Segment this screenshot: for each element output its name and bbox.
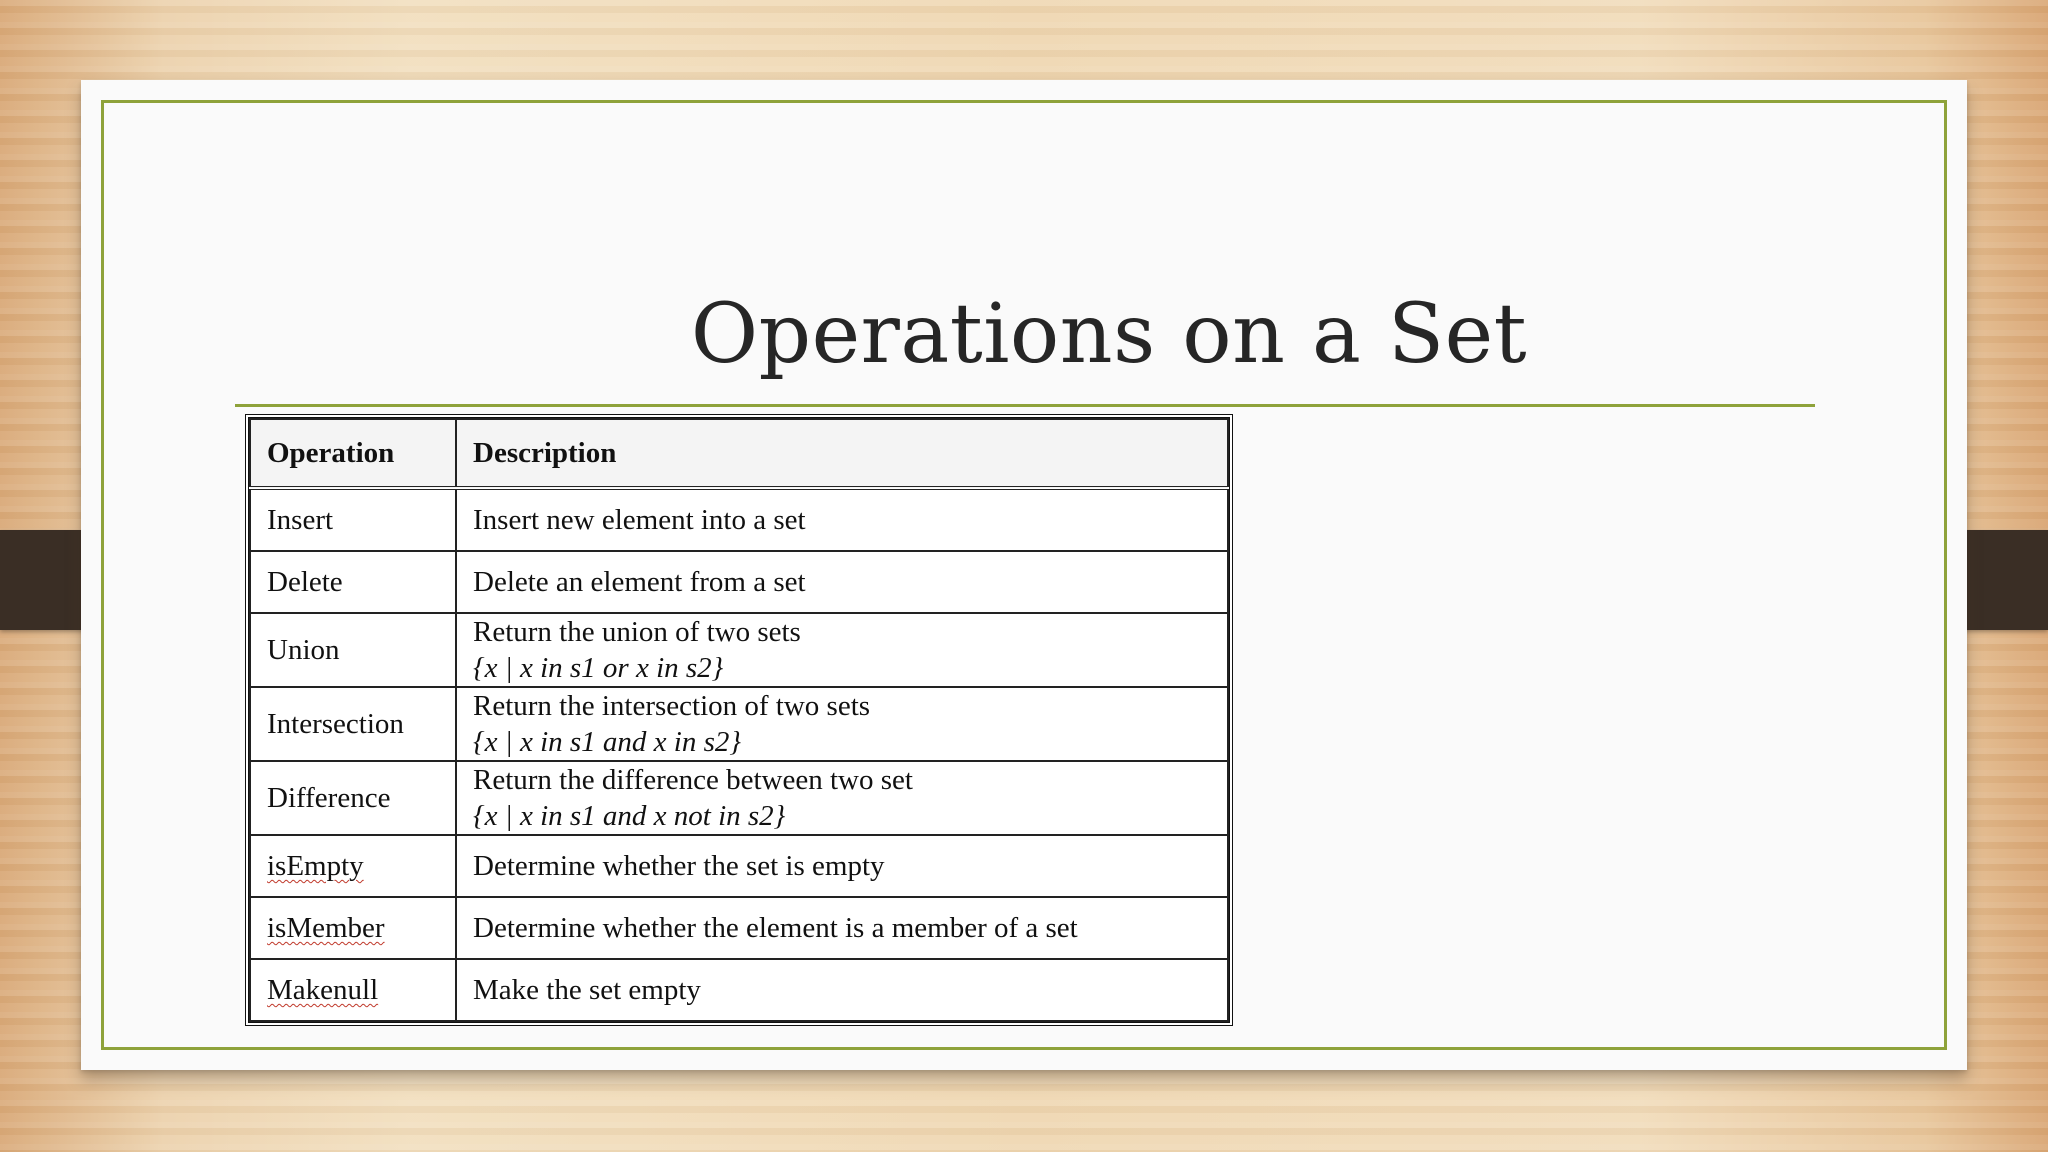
- description-cell: Determine whether the set is empty: [456, 835, 1228, 897]
- table-row: [250, 551, 1228, 613]
- description-cell: [456, 687, 1228, 761]
- table-row: [250, 761, 1228, 835]
- table-row: [250, 897, 1228, 959]
- operation-cell: Insert: [250, 488, 456, 551]
- description-cell: Make the set empty: [456, 959, 1228, 1021]
- header-operation: Operation: [250, 419, 456, 488]
- table-row: [250, 835, 1228, 897]
- set-formula: {x | x in s1 or x in s2}: [473, 652, 724, 684]
- table-row: [250, 613, 1228, 687]
- table-header-row: [250, 419, 1228, 488]
- table-row: [250, 488, 1228, 551]
- operation-cell: Intersection: [250, 687, 456, 761]
- operations-table: [245, 414, 1233, 1026]
- description-cell: [456, 761, 1228, 835]
- description-cell: Determine whether the element is a member of a set: [456, 897, 1228, 959]
- operation-cell: isEmpty: [267, 850, 364, 882]
- set-formula: {x | x in s1 and x not in s2}: [473, 800, 786, 832]
- header-description: Description: [456, 419, 1228, 488]
- description-cell: Delete an element from a set: [456, 551, 1228, 613]
- operation-cell: isMember: [267, 912, 385, 944]
- set-formula: {x | x in s1 and x in s2}: [473, 726, 741, 758]
- operation-cell: Makenull: [267, 974, 379, 1006]
- description-cell: [456, 613, 1228, 687]
- title-divider: [235, 404, 1815, 407]
- operation-cell: Union: [250, 613, 456, 687]
- operation-cell: Difference: [250, 761, 456, 835]
- operation-cell: Delete: [250, 551, 456, 613]
- table-row: [250, 687, 1228, 761]
- slide: [81, 80, 1967, 1070]
- description-cell: Insert new element into a set: [456, 488, 1228, 551]
- description-text: Return the difference between two set: [473, 764, 913, 796]
- description-text: Return the union of two sets: [473, 616, 801, 648]
- description-text: Return the intersection of two sets: [473, 690, 871, 722]
- slide-title: Operations on a Set: [690, 287, 1528, 382]
- table-row: [250, 959, 1228, 1021]
